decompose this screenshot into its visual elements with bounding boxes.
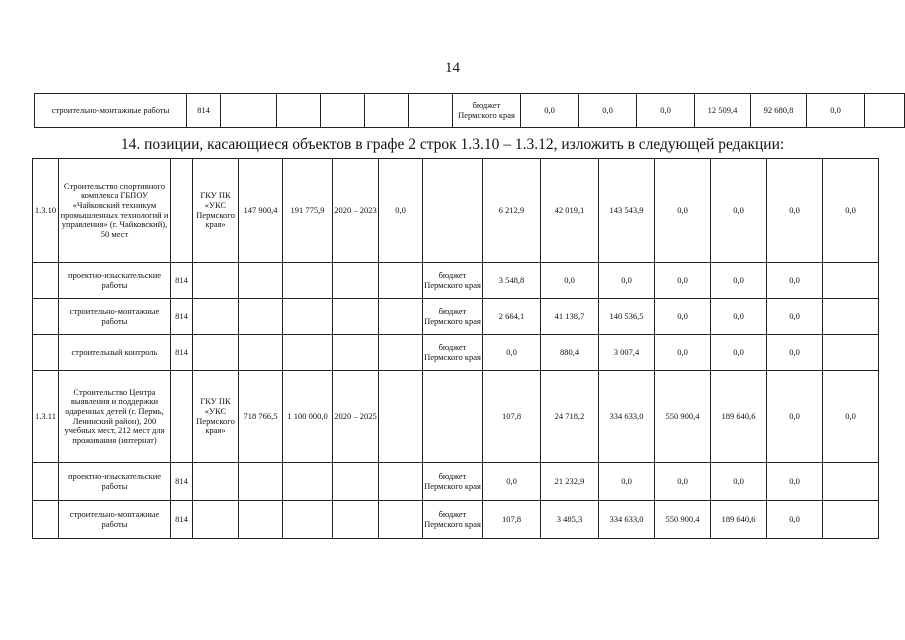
value-cell: 24 718,2 (541, 371, 599, 463)
value-cell: 550 900.4 (655, 501, 711, 539)
code-cell: 814 (187, 94, 221, 128)
value-cell: 0,0 (767, 463, 823, 501)
table-row (33, 263, 879, 299)
value-cell: 0,0 (767, 159, 823, 263)
code-cell: 814 (171, 335, 193, 371)
value-cell: 2 664,1 (483, 299, 541, 335)
value-cell: 0,0 (767, 299, 823, 335)
work-name-cell: проектно-изыскательские работы (59, 463, 171, 501)
code-cell: 814 (171, 501, 193, 539)
value-cell: 41 138,7 (541, 299, 599, 335)
value-cell: 0,0 (655, 263, 711, 299)
row-number-cell: 1.3.11 (33, 371, 59, 463)
value-cell: 107,8 (483, 501, 541, 539)
table-row (33, 463, 879, 501)
value-cell: 189 640,6 (711, 501, 767, 539)
value-cell: 0,0 (711, 463, 767, 501)
value-cell: 334 633,0 (599, 371, 655, 463)
work-name-cell: строительно-монтажные работы (59, 299, 171, 335)
value-cell: 0,0 (483, 463, 541, 501)
value-cell: 0,0 (637, 94, 695, 128)
value-cell: 0,0 (655, 299, 711, 335)
continuation-table (34, 93, 905, 128)
object-name-cell: Строительство Центра выявления и поддержки одаренных детей (г. Пермь, Ленинский район), 200 учебных мест, 212 мест для проживания (интернат) (59, 371, 171, 463)
capacity-cell: 147 900,4 (239, 159, 283, 263)
value-cell: 0,0 (599, 463, 655, 501)
value-cell: 0,0 (767, 501, 823, 539)
value-cell: 0,0 (807, 94, 865, 128)
value-cell: 0,0 (655, 463, 711, 501)
value-cell: 0,0 (823, 371, 879, 463)
source-cell: бюджет Пермского края (423, 463, 483, 501)
row-number-cell: 1.3.10 (33, 159, 59, 263)
value-cell: 0,0 (541, 263, 599, 299)
value-cell: 0,0 (483, 335, 541, 371)
objects-table (32, 158, 879, 539)
source-cell: бюджет Пермского края (423, 299, 483, 335)
value-cell: 21 232,9 (541, 463, 599, 501)
table-row (33, 159, 879, 263)
value-cell: 6 212,9 (483, 159, 541, 263)
work-name-cell: проектно-изыскательские работы (59, 263, 171, 299)
code-cell: 814 (171, 263, 193, 299)
value-cell: 0,0 (711, 299, 767, 335)
customer-cell: ГКУ ПК «УКС Пермского края» (193, 159, 239, 263)
page-number: 14 (445, 60, 460, 76)
value-cell: 334 633,0 (599, 501, 655, 539)
value-cell: 189 640,6 (711, 371, 767, 463)
customer-cell: ГКУ ПК «УКС Пермского края» (193, 371, 239, 463)
object-name-cell: Строительство спортивного комплекса ГБПОУ «Чайковский техникум промышленных технологий и управления» (г. Чайковский), 50 мест (59, 159, 171, 263)
value-cell: 0,0 (655, 159, 711, 263)
work-name-cell: строительно-монтажные работы (59, 501, 171, 539)
value-cell: 0,0 (599, 263, 655, 299)
value-cell: 3 485,3 (541, 501, 599, 539)
table-row (33, 299, 879, 335)
value-cell: 0,0 (655, 335, 711, 371)
value-cell: 143 543,9 (599, 159, 655, 263)
value-cell: 0,0 (823, 159, 879, 263)
value-cell: 3 548,8 (483, 263, 541, 299)
section-heading: 14. позиции, касающиеся объектов в графе 2 строк 1.3.10 – 1.3.12, изложить в следующей редакции: (120, 136, 785, 153)
prior-cell (379, 371, 423, 463)
period-cell: 2020 – 2025 (333, 371, 379, 463)
work-name-cell: строительно-монтажные работы (35, 94, 187, 128)
value-cell: 107,8 (483, 371, 541, 463)
table-row (33, 335, 879, 371)
value-cell: 0,0 (767, 263, 823, 299)
source-cell: бюджет Пермского края (423, 335, 483, 371)
value-cell: 0,0 (579, 94, 637, 128)
value-cell: 550 900,4 (655, 371, 711, 463)
code-cell: 814 (171, 463, 193, 501)
cost-cell: 191 775,9 (283, 159, 333, 263)
prior-cell: 0,0 (379, 159, 423, 263)
table-row (33, 371, 879, 463)
table-row (35, 94, 905, 128)
value-cell: 3 007,4 (599, 335, 655, 371)
source-cell: бюджет Пермского края (423, 501, 483, 539)
period-cell: 2020 – 2023 (333, 159, 379, 263)
value-cell: 0,0 (711, 263, 767, 299)
table-row (33, 501, 879, 539)
value-cell: 140 536,5 (599, 299, 655, 335)
source-cell: бюджет Пермского края (423, 263, 483, 299)
value-cell: 0,0 (767, 335, 823, 371)
value-cell: 0,0 (711, 159, 767, 263)
value-cell: 0,0 (767, 371, 823, 463)
work-name-cell: строительный контроль (59, 335, 171, 371)
value-cell: 42 019,1 (541, 159, 599, 263)
cost-cell: 1 100 000,0 (283, 371, 333, 463)
capacity-cell: 718 766,5 (239, 371, 283, 463)
value-cell: 0,0 (711, 335, 767, 371)
value-cell: 12 509,4 (695, 94, 751, 128)
value-cell: 0,0 (521, 94, 579, 128)
value-cell: 92 680,8 (751, 94, 807, 128)
value-cell: 880,4 (541, 335, 599, 371)
source-cell: бюджет Пермского края (453, 94, 521, 128)
code-cell: 814 (171, 299, 193, 335)
